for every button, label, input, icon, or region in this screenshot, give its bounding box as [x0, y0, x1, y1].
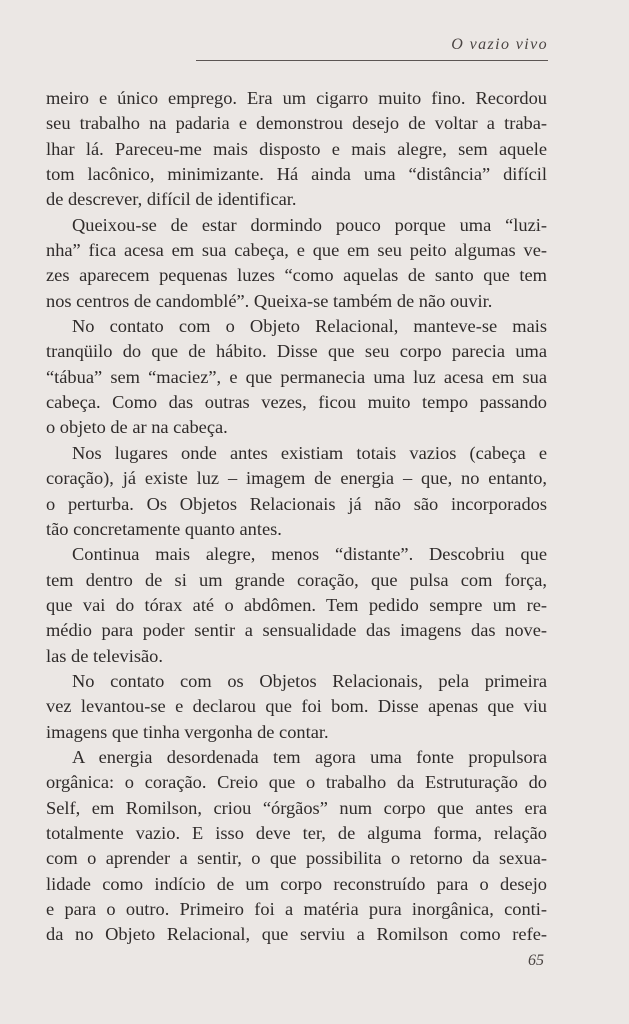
- text-line: Continua mais alegre, menos “distante”. Descobriu que: [72, 544, 547, 565]
- text-line: tem dentro de si um grande coração, que pulsa com força,: [46, 569, 547, 590]
- text-line: imagens que tinha vergonha de contar.: [46, 721, 329, 742]
- text-line: las de televisão.: [46, 645, 163, 666]
- running-head: O vazio vivo: [451, 36, 548, 53]
- text-line: “tábua” sem “maciez”, e que permanecia uma luz acesa em sua: [46, 366, 547, 387]
- text-line: Self, em Romilson, criou “órgãos” num corpo que antes era: [46, 797, 547, 818]
- text-line: tranqüilo do que de hábito. Disse que seu corpo parecia uma: [46, 341, 547, 362]
- text-line: totalmente vazio. E isso deve ter, de alguma forma, relação: [46, 822, 547, 843]
- text-line: seu trabalho na padaria e demonstrou desejo de voltar a traba-: [46, 113, 547, 134]
- header-rule: [196, 60, 548, 61]
- text-line: com o aprender a sentir, o que possibilita o retorno da sexua-: [46, 848, 547, 869]
- text-line: meiro e único emprego. Era um cigarro muito fino. Recordou: [46, 88, 547, 108]
- text-line: de descrever, difícil de identificar.: [46, 189, 297, 210]
- text-line: zes aparecem pequenas luzes “como aquelas de santo que tem: [46, 265, 547, 286]
- text-line: o perturba. Os Objetos Relacionais já não são incorporados: [46, 493, 547, 514]
- text-line: cabeça. Como das outras vezes, ficou muito tempo passando: [46, 392, 547, 413]
- text-line: No contato com o Objeto Relacional, manteve-se mais: [72, 316, 547, 337]
- text-line: A energia desordenada tem agora uma fonte propulsora: [72, 746, 547, 767]
- text-line: e para o outro. Primeiro foi a matéria pura inorgânica, conti-: [46, 899, 547, 919]
- text-line: o objeto de ar na cabeça.: [46, 417, 228, 438]
- text-line: que vai do tórax até o abdômen. Tem pedido sempre um re-: [46, 594, 547, 615]
- text-line: tom lacônico, minimizante. Há ainda uma “distância” difícil: [46, 164, 547, 185]
- text-line: da no Objeto Relacional, que serviu a Romilson como refe-: [46, 924, 547, 945]
- text-line: nha” fica acesa em sua cabeça, e que em seu peito algumas ve-: [46, 240, 547, 261]
- text-line: orgânica: o coração. Creio que o trabalho da Estruturação do: [46, 772, 547, 793]
- body-text: [46, 86, 547, 948]
- text-line: Queixou-se de estar dormindo pouco porque uma “luzi-: [72, 214, 547, 235]
- text-line: No contato com os Objetos Relacionais, pela primeira: [72, 670, 547, 691]
- text-line: lidade como indício de um corpo reconstruído para o desejo: [46, 873, 547, 894]
- text-line: tão concretamente quanto antes.: [46, 518, 282, 539]
- text-line: lhar lá. Pareceu-me mais disposto e mais alegre, sem aquele: [46, 138, 547, 159]
- text-line: vez levantou-se e declarou que foi bom. Disse apenas que viu: [46, 696, 547, 717]
- text-line: coração), já existe luz – imagem de energia – que, no entanto,: [46, 468, 547, 489]
- text-line: nos centros de candomblé”. Queixa-se também de não ouvir.: [46, 290, 493, 311]
- page-number: 65: [528, 952, 544, 969]
- text-line: médio para poder sentir a sensualidade das imagens das nove-: [46, 620, 547, 641]
- text-line: Nos lugares onde antes existiam totais vazios (cabeça e: [72, 442, 547, 463]
